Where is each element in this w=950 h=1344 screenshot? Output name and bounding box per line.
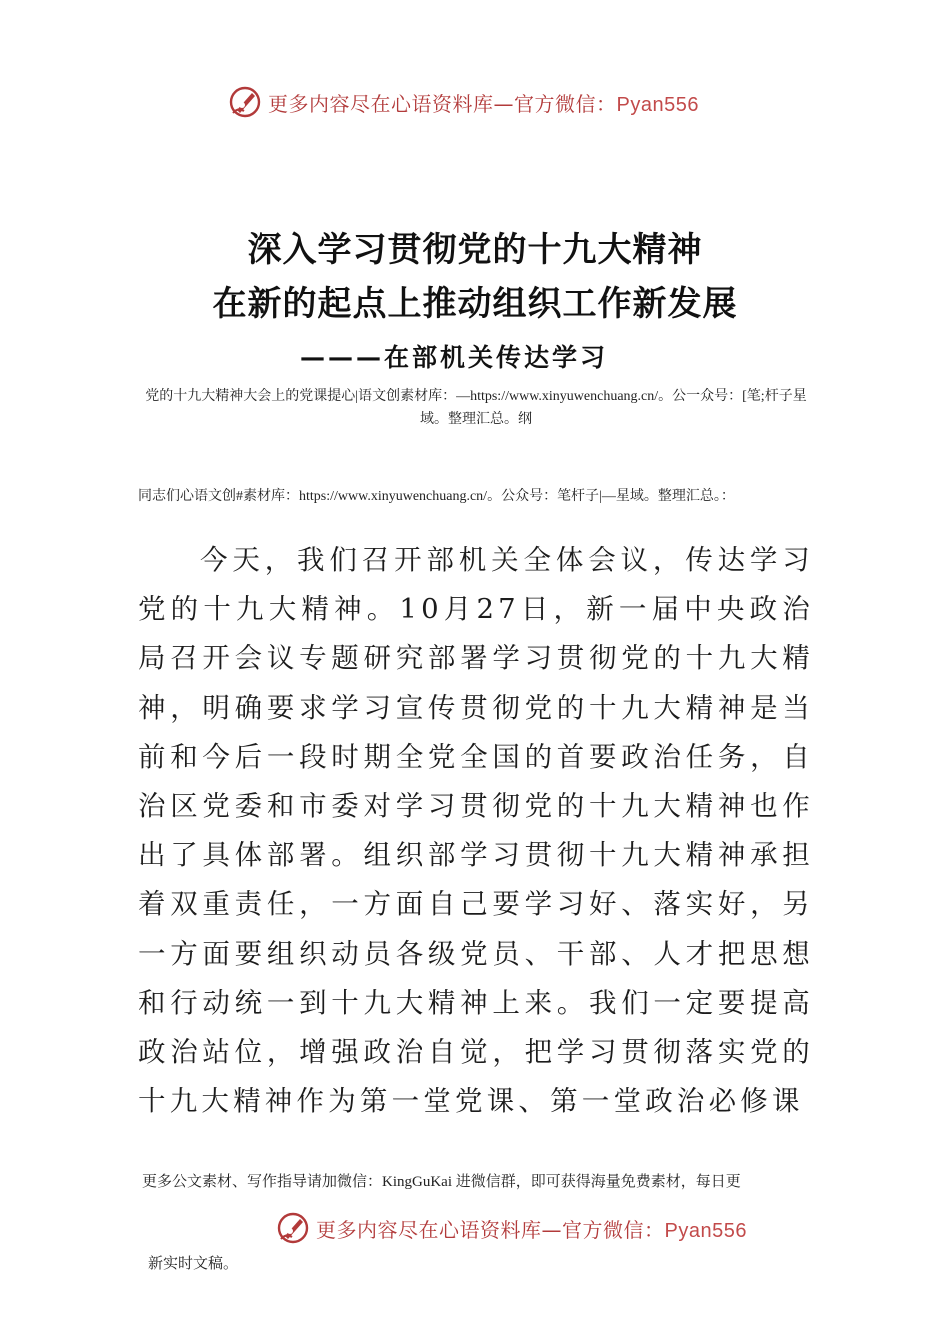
source-note: 党的十九大精神大会上的党课提心|语文创素材库：—https://www.xinyuwenchuang.cn/。公一众号：[笔;杆子星域。整理汇总。纲 bbox=[145, 389, 807, 427]
footer-promo-line-1: 更多公文素材、写作指导请加微信：KingGuKai 进微信群，即可获得海量免费素材，每日更 bbox=[142, 1174, 741, 1190]
document-subtitle: ———在部机关传达学习 bbox=[300, 343, 609, 372]
document-title-line-2: 在新的起点上推动组织工作新发展 bbox=[212, 284, 738, 324]
wechat-id: Pyan556 bbox=[616, 93, 699, 116]
pen-circle-logo-icon bbox=[228, 85, 262, 119]
header-banner bbox=[228, 82, 699, 122]
wechat-id: Pyan556 bbox=[664, 1219, 747, 1242]
banner-text: 更多内容尽在心语资料库—官方微信：Pyan556 bbox=[316, 1217, 747, 1242]
body-paragraph: 今天，我们召开部机关全体会议，传达学习党的十九大精神。10月27日，新一届中央政治局召开会议专题研究部署学习贯彻党的十九大精神，明确要求学习宣传贯彻党的十九大精神是当前和今后一段时期全党全国的首要政治任务，自治区党委和市委对学习贯彻党的十九大精神也作出了具体部署。组织部学习贯彻十九大精神承担着双重责任，一方面自己要学习好、落实好，另一方面要组织动员各级党员、干部、人才把思想和行动统一到十九大精神上来。我们一定要提高政治站位，增强政治自觉，把学习贯彻落实党的十九大精神作为第一堂党课、第一堂政治必修课 bbox=[138, 544, 814, 1118]
pen-circle-logo-icon bbox=[276, 1211, 310, 1245]
document-title-line-1: 深入学习贯彻党的十九大精神 bbox=[247, 230, 703, 270]
footer-banner bbox=[276, 1208, 747, 1248]
banner-text: 更多内容尽在心语资料库—官方微信：Pyan556 bbox=[268, 91, 699, 116]
greeting-note: 同志们心语文创#素材库：https://www.xinyuwenchuang.cn/。公众号：笔杆子|—星域。整理汇总。： bbox=[138, 489, 735, 504]
footer-promo-line-2: 新实时文稿。 bbox=[148, 1256, 239, 1272]
